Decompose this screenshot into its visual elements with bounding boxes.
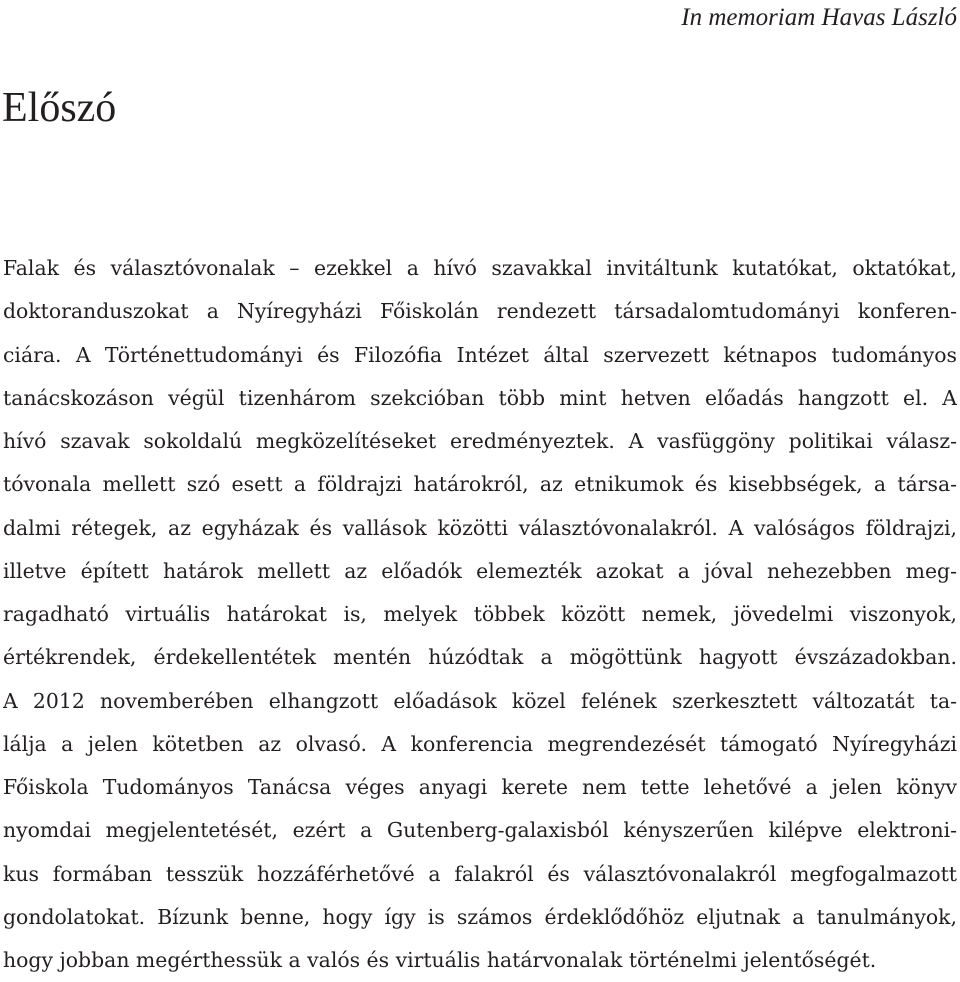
paragraph-line: dalmi rétegek, az egyházak és vallások közötti választóvonalakról. A valóságos földrajzi, — [3, 515, 957, 540]
paragraph-line: tanácskozáson végül tizenhárom szekcióban több mint hetven előadás hangzott el. A — [3, 385, 957, 410]
paragraph-line: ragadható virtuális határokat is, melyek többek között nemek, jövedelmi viszonyok, — [3, 602, 957, 626]
paragraph-line: Főiskola Tudományos Tanácsa véges anyagi kerete nem tette lehetővé a jelen könyv — [3, 775, 957, 799]
paragraph-line: illetve épített határok mellett az előadók elemezték azokat a jóval nehezebben meg- — [3, 558, 957, 583]
dedication: In memoriam Havas László — [681, 4, 957, 31]
paragraph-line: A 2012 novemberében elhangzott előadások közel felének szerkesztett változatát ta- — [3, 688, 957, 713]
body-paragraph — [3, 247, 957, 982]
paragraph-line: doktoranduszokat a Nyíregyházi Főiskolán rendezett társadalomtudományi konferen- — [3, 299, 957, 324]
paragraph-line: nyomdai megjelentetését, ezért a Gutenberg-galaxisból kényszerűen kilépve elektroni- — [3, 818, 957, 843]
paragraph-line: hogy jobban megérthessük a valós és virtuális határvonalak történelmi jelentőségét. — [3, 948, 877, 972]
paragraph-line: kus formában tesszük hozzáférhetővé a falakról és választóvonalakról megfogalmazott — [3, 861, 957, 886]
page-title: Előszó — [2, 85, 117, 131]
paragraph-line: hívó szavak sokoldalú megközelítéseket eredményeztek. A vasfüggöny politikai válasz- — [3, 429, 957, 453]
paragraph-line: értékrendek, érdekellentétek mentén húzódtak a mögöttünk hagyott évszázadokban. — [3, 645, 957, 670]
paragraph-line: lálja a jelen kötetben az olvasó. A konferencia megrendezését támogató Nyíregyházi — [3, 731, 957, 756]
paragraph-line: tóvonala mellett szó esett a földrajzi határokról, az etnikumok és kisebbségek, a társa- — [3, 472, 957, 497]
paragraph-line: Falak és választóvonalak – ezekkel a hívó szavakkal invitáltunk kutatókat, oktatókat, — [3, 256, 957, 280]
paragraph-line: ciára. A Történettudományi és Filozófia Intézet által szervezett kétnapos tudományos — [3, 342, 957, 367]
paragraph-line: gondolatokat. Bízunk benne, hogy így is számos érdeklődőhöz eljutnak a tanulmányok, — [3, 904, 957, 929]
